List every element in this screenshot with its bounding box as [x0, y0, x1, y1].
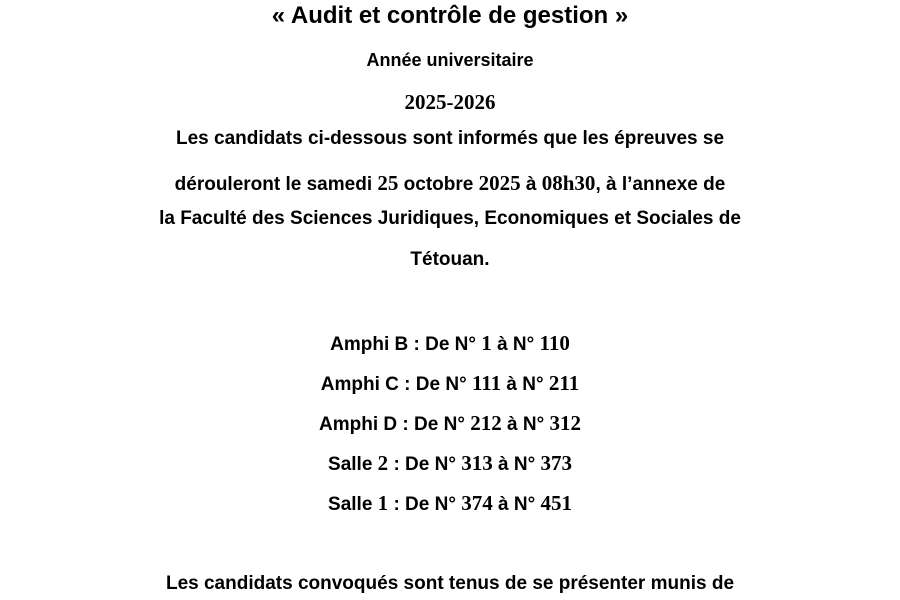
room-mid: à N°: [491, 334, 540, 355]
info-line-2: [0, 171, 900, 196]
room-sep: : De N°: [398, 374, 472, 395]
info-text: octobre: [398, 174, 479, 195]
room-assignment-salle-2: [0, 451, 900, 476]
range-to: 451: [540, 491, 572, 515]
room-name: Salle: [328, 454, 378, 475]
range-from: 313: [461, 451, 493, 475]
room-number: 1: [377, 491, 389, 515]
info-line-1: Les candidats ci-dessous sont informés que les épreuves se: [175, 128, 725, 149]
document-title: « Audit et contrôle de gestion »: [271, 2, 629, 29]
room-sep: : De N°: [408, 334, 482, 355]
info-text: , à l’annexe de: [595, 174, 726, 195]
range-from: 1: [481, 331, 492, 355]
room-name: Amphi D: [319, 414, 398, 435]
room-mid: à N°: [492, 494, 541, 515]
closing-line: Les candidats convoqués sont tenus de se présenter munis de: [165, 573, 735, 594]
range-to: 312: [549, 411, 581, 435]
room-sep: : De N°: [388, 454, 462, 475]
range-from: 212: [470, 411, 502, 435]
room-mid: à N°: [501, 374, 549, 395]
room-mid: à N°: [492, 454, 541, 475]
info-line-3: la Faculté des Sciences Juridiques, Economiques et Sociales de: [159, 208, 741, 229]
info-line-4: Tétouan.: [410, 249, 490, 270]
range-to: 110: [539, 331, 570, 355]
room-assignment-amphi-b: [0, 331, 900, 356]
range-to: 373: [540, 451, 572, 475]
academic-year-value: 2025-2026: [404, 90, 496, 114]
info-text: à: [520, 174, 542, 195]
room-name: Salle: [328, 494, 378, 515]
exam-year: 2025: [478, 171, 521, 195]
exam-day: 25: [377, 171, 399, 195]
room-assignment-amphi-c: [0, 371, 900, 396]
range-from: 374: [461, 491, 493, 515]
academic-year-label: Année universitaire: [366, 50, 534, 70]
room-sep: : De N°: [388, 494, 462, 515]
room-assignment-amphi-d: [0, 411, 900, 436]
range-to: 211: [548, 371, 580, 395]
room-sep: : De N°: [397, 414, 471, 435]
range-from: 111: [471, 371, 502, 395]
room-mid: à N°: [501, 414, 550, 435]
room-name: Amphi C: [320, 374, 399, 395]
info-text: dérouleront le samedi: [174, 174, 378, 195]
exam-time: 08h30: [541, 171, 596, 195]
room-number: 2: [377, 451, 389, 475]
room-name: Amphi B: [330, 334, 409, 355]
room-assignment-salle-1: [0, 491, 900, 516]
